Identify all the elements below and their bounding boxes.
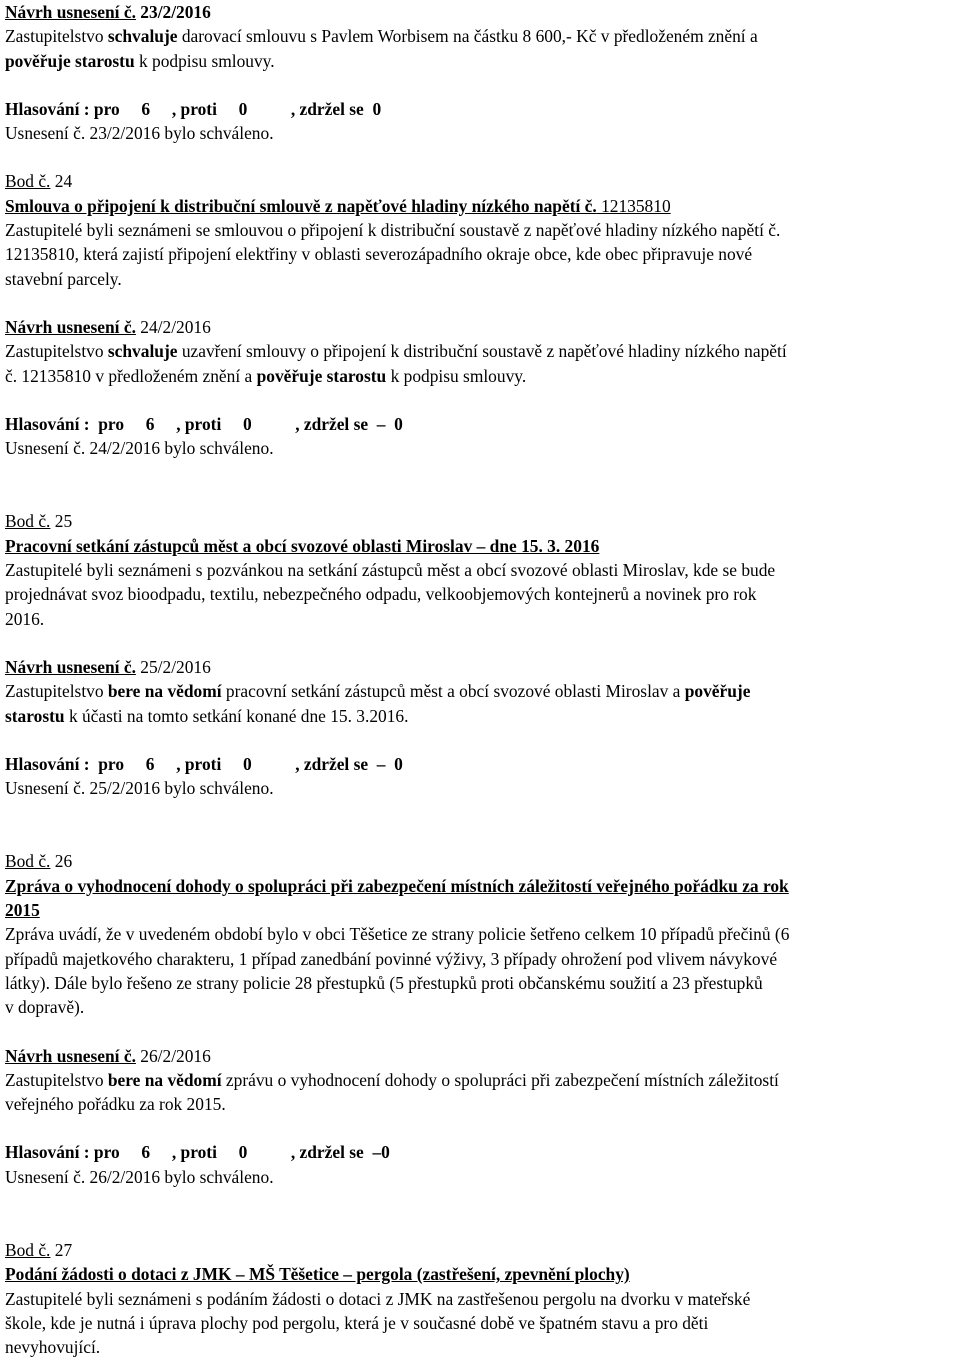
resolution-text: Zastupitelstvo schvaluje darovací smlouvu s Pavlem Worbisem na částku 8 600,- Kč v předloženém znění a bbox=[5, 26, 758, 47]
resolution-23-section bbox=[5, 0, 955, 145]
resolution-text-cont: č. 12135810 v předloženém znění a pověřuje starostu k podpisu smlouvy. bbox=[5, 365, 527, 386]
resolution-text: Zastupitelstvo schvaluje uzavření smlouvy o připojení k distribuční soustavě z napěťové hladiny nízkého napětí bbox=[5, 341, 787, 362]
item-25-section bbox=[5, 509, 955, 800]
item-description: nevyhovující. bbox=[5, 1337, 101, 1358]
item-description: látky). Dále bylo řešeno ze strany policie 28 přestupků (5 přestupků proti občanskému soužití a 23 přestupků bbox=[5, 972, 763, 993]
item-description: projednávat svoz bioodpadu, textilu, nebezpečného odpadu, velkoobjemových kontejnerů a novinek pro rok bbox=[5, 584, 757, 605]
item-27-section bbox=[5, 1238, 955, 1359]
resolution-result: Usnesení č. 23/2/2016 bylo schváleno. bbox=[5, 123, 274, 144]
resolution-text-cont: starostu k účasti na tomto setkání konané dne 15. 3.2016. bbox=[5, 705, 409, 726]
item-description: Zastupitelé byli seznámeni s podáním žádosti o dotaci z JMK na zastřešenou pergolu na dvorku v mateřské bbox=[5, 1288, 751, 1309]
item-title: Pracovní setkání zástupců měst a obcí svozové oblasti Miroslav – dne 15. 3. 2016 bbox=[5, 535, 600, 556]
item-description: případů majetkového charakteru, 1 případ zanedbání povinné výživy, 3 případy ohrožení pod vlivem návykové bbox=[5, 948, 778, 969]
resolution-text-cont: veřejného pořádku za rok 2015. bbox=[5, 1094, 226, 1115]
resolution-result: Usnesení č. 26/2/2016 bylo schváleno. bbox=[5, 1166, 274, 1187]
vote-line: Hlasování : pro 6 , proti 0 , zdržel se 0 bbox=[5, 98, 382, 119]
proposal-heading: Návrh usnesení č. 23/2/2016 bbox=[5, 2, 211, 22]
item-number: Bod č. 27 bbox=[5, 1239, 73, 1260]
item-24-section bbox=[5, 169, 955, 460]
resolution-text: Zastupitelstvo bere na vědomí pracovní setkání zástupců měst a obcí svozové oblasti Miroslav a pověřuje bbox=[5, 681, 751, 702]
proposal-heading: Návrh usnesení č. 25/2/2016 bbox=[5, 656, 211, 677]
item-title: Smlouva o připojení k distribuční smlouvě z napěťové hladiny nízkého napětí č. 12135810 bbox=[5, 195, 671, 216]
resolution-result: Usnesení č. 25/2/2016 bylo schváleno. bbox=[5, 778, 274, 799]
resolution-text-cont: pověřuje starostu k podpisu smlouvy. bbox=[5, 50, 275, 71]
item-title-cont: 2015 bbox=[5, 900, 40, 921]
item-description: Zastupitelé byli seznámeni s pozvánkou na setkání zástupců měst a obcí svozové oblasti Miroslav, kde se bude bbox=[5, 560, 776, 581]
item-description: Zastupitelé byli seznámeni se smlouvou o připojení k distribuční soustavě z napěťové hladiny nízkého napětí č. bbox=[5, 220, 781, 241]
item-description: v dopravě). bbox=[5, 997, 85, 1018]
proposal-heading: Návrh usnesení č. 26/2/2016 bbox=[5, 1045, 211, 1066]
item-description: škole, kde je nutná i úprava plochy pod pergolu, která je v současné době ve špatném stavu a pro děti bbox=[5, 1312, 709, 1333]
item-26-section bbox=[5, 849, 955, 1189]
item-description: Zpráva uvádí, že v uvedeném období bylo v obci Těšetice ze strany policie šetřeno celkem 10 případů přečinů (6 bbox=[5, 924, 790, 945]
item-number: Bod č. 26 bbox=[5, 851, 73, 872]
item-description: 12135810, která zajistí připojení elektřiny v oblasti severozápadního okraje obce, kde obec připravuje nové bbox=[5, 244, 753, 265]
resolution-result: Usnesení č. 24/2/2016 bylo schváleno. bbox=[5, 438, 274, 459]
vote-line: Hlasování : pro 6 , proti 0 , zdržel se – 0 bbox=[5, 753, 403, 774]
vote-line: Hlasování : pro 6 , proti 0 , zdržel se – 0 bbox=[5, 413, 403, 434]
resolution-text: Zastupitelstvo bere na vědomí zprávu o vyhodnocení dohody o spolupráci při zabezpečení místních záležitostí bbox=[5, 1069, 779, 1090]
item-number: Bod č. 24 bbox=[5, 171, 73, 192]
item-description: 2016. bbox=[5, 608, 45, 629]
item-title: Podání žádosti o dotaci z JMK – MŠ Těšetice – pergola (zastřešení, zpevnění plochy) bbox=[5, 1264, 630, 1285]
vote-line: Hlasování : pro 6 , proti 0 , zdržel se –0 bbox=[5, 1142, 390, 1163]
item-description: stavební parcely. bbox=[5, 268, 122, 289]
item-title: Zpráva o vyhodnocení dohody o spolupráci při zabezpečení místních záležitostí veřejného pořádku za rok bbox=[5, 875, 789, 896]
proposal-heading: Návrh usnesení č. 24/2/2016 bbox=[5, 316, 211, 337]
item-number: Bod č. 25 bbox=[5, 511, 73, 532]
